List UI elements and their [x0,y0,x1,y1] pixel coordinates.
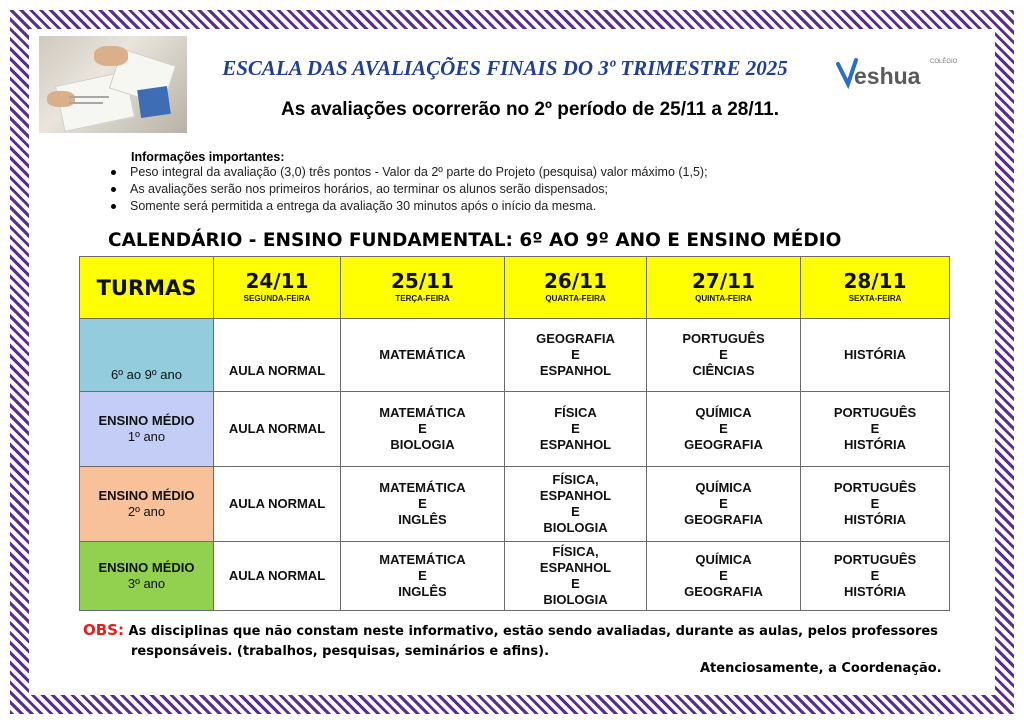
class-cell [80,542,214,611]
subject-line: FÍSICA [554,405,597,420]
subject-line: QUÍMICA [695,405,752,420]
subject-line: E [571,347,580,362]
subject-line: AULA NORMAL [228,421,326,436]
subject-cell [505,319,647,392]
subject-line: GEOGRAFIA [536,331,615,346]
subject-line: HISTÓRIA [843,512,907,527]
subject-cell [801,542,950,611]
subject-line: E [719,347,728,362]
table-row [80,392,950,467]
subject-line: ESPANHOL [539,488,612,503]
subject-line: MATEMÁTICA [379,480,466,495]
subject-line: BIOLOGIA [390,437,455,452]
observation-note [83,620,963,662]
subject-line: BIOLOGIA [543,592,608,607]
subject-line: PORTUGUÊS [833,405,917,420]
subject-line: MATEMÁTICA [379,552,466,567]
turmas-header: TURMAS [80,257,214,319]
calendar-title: CALENDÁRIO - ENSINO FUNDAMENTAL: 6º AO 9º ANO E ENSINO MÉDIO [108,230,842,251]
logo-tagline: COLÉGIO [930,59,958,65]
subject-line: AULA NORMAL [228,496,326,511]
subject-line: AULA NORMAL [228,568,326,583]
day-weekday: QUARTA-FEIRA [545,293,606,303]
subject-line: E [571,576,580,591]
subject-line: FÍSICA, [552,544,599,559]
day-weekday: SEGUNDA-FEIRA [243,293,311,303]
subject-line: QUÍMICA [695,480,752,495]
subject-line: BIOLOGIA [543,520,608,535]
class-cell [80,467,214,542]
class-year: 6º ao 9º ano [111,367,182,382]
subject-cell [341,542,505,611]
day-date: 24/11 [245,268,309,293]
day-date: 28/11 [843,268,907,293]
subject-cell [341,392,505,467]
subject-line: PORTUGUÊS [833,552,917,567]
subject-line: ESPANHOL [539,437,612,452]
subject-line: INGLÊS [398,584,447,599]
day-weekday: SEXTA-FEIRA [848,293,902,303]
subject-cell [505,467,647,542]
class-level: ENSINO MÉDIO [98,560,195,575]
subject-line: E [719,496,728,511]
subject-cell [647,542,801,611]
page-title: ESCALA DAS AVALIAÇÕES FINAIS DO 3º TRIMESTRE 2025 [222,56,788,80]
class-cell [80,392,214,467]
subject-cell [647,319,801,392]
day-header [341,257,505,319]
subject-cell [801,467,950,542]
subject-line: GEOGRAFIA [684,512,763,527]
subject-cell [505,392,647,467]
subject-cell [214,542,341,611]
subject-cell [341,467,505,542]
subject-line: E [719,568,728,583]
subject-line: E [870,568,880,583]
subject-cell [214,319,341,392]
info-list [110,164,708,215]
signature: Atenciosamente, a Coordenação. [700,661,942,676]
subject-cell [214,467,341,542]
subject-line: GEOGRAFIA [684,437,763,452]
subject-line: PORTUGUÊS [833,480,917,495]
subject-cell [647,392,801,467]
table-row [80,319,950,392]
subject-line: HISTÓRIA [843,347,907,362]
obs-line-2: responsáveis. (trabalhos, pesquisas, seminários e afins). [131,644,550,659]
subject-cell [647,467,801,542]
table-header-row [80,257,950,319]
obs-label: OBS: [83,621,124,639]
subject-line: GEOGRAFIA [684,584,763,599]
subject-line: AULA NORMAL [228,363,326,378]
table-row [80,542,950,611]
class-year: 3º ano [127,576,166,591]
day-header [214,257,341,319]
subject-cell [801,319,950,392]
subject-cell [801,392,950,467]
day-header [647,257,801,319]
subject-line: ESPANHOL [539,560,612,575]
subject-line: PORTUGUÊS [682,331,765,346]
day-date: 25/11 [391,268,454,293]
class-year: 1º ano [127,429,166,444]
day-weekday: TERÇA-FEIRA [395,293,450,303]
subject-line: E [418,496,427,511]
day-header [505,257,647,319]
subject-line: FÍSICA, [552,472,599,487]
day-header [801,257,950,319]
subject-line: E [571,504,580,519]
subject-line: E [418,568,427,583]
subject-line: HISTÓRIA [843,584,907,599]
subject-line: E [571,421,580,436]
table-row [80,467,950,542]
obs-line-1: As disciplinas que não constam neste informativo, estão sendo avaliadas, durante as aulas, pelos professores [128,624,938,639]
info-heading: Informações importantes: [131,150,285,164]
subject-line: ESPANHOL [539,363,612,378]
subject-cell [214,392,341,467]
school-logo [834,54,964,94]
day-date: 27/11 [692,268,755,293]
subject-line: E [418,421,427,436]
logo-wordmark: eshua [854,63,921,89]
info-item: As avaliações serão nos primeiros horários, ao terminar os alunos serão dispensados; [110,181,708,198]
day-weekday: QUINTA-FEIRA [695,293,752,303]
subject-line: MATEMÁTICA [379,347,466,362]
subject-cell [341,319,505,392]
class-cell [80,319,214,392]
class-level: ENSINO MÉDIO [98,413,195,428]
exam-period-subtitle: As avaliações ocorrerão no 2º período de 25/11 a 28/11. [280,99,780,120]
subject-line: E [719,421,728,436]
subject-line: E [870,496,880,511]
subject-line: MATEMÁTICA [379,405,466,420]
class-year: 2º ano [127,504,166,519]
class-level: ENSINO MÉDIO [98,488,195,503]
subject-line: QUÍMICA [695,552,752,567]
info-item: Peso integral da avaliação (3,0) três pontos - Valor da 2º parte do Projeto (pesquisa) valor máximo (1,5); [110,164,708,181]
info-item: Somente será permitida a entrega da avaliação 30 minutos após o início da mesma. [110,198,708,215]
subject-line: CIÊNCIAS [692,363,755,378]
day-date: 26/11 [544,268,607,293]
subject-cell [505,542,647,611]
students-studying-photo [39,36,187,133]
subject-line: HISTÓRIA [843,437,907,452]
subject-line: INGLÊS [398,512,447,527]
exam-schedule-table [79,256,950,611]
subject-line: E [870,421,880,436]
